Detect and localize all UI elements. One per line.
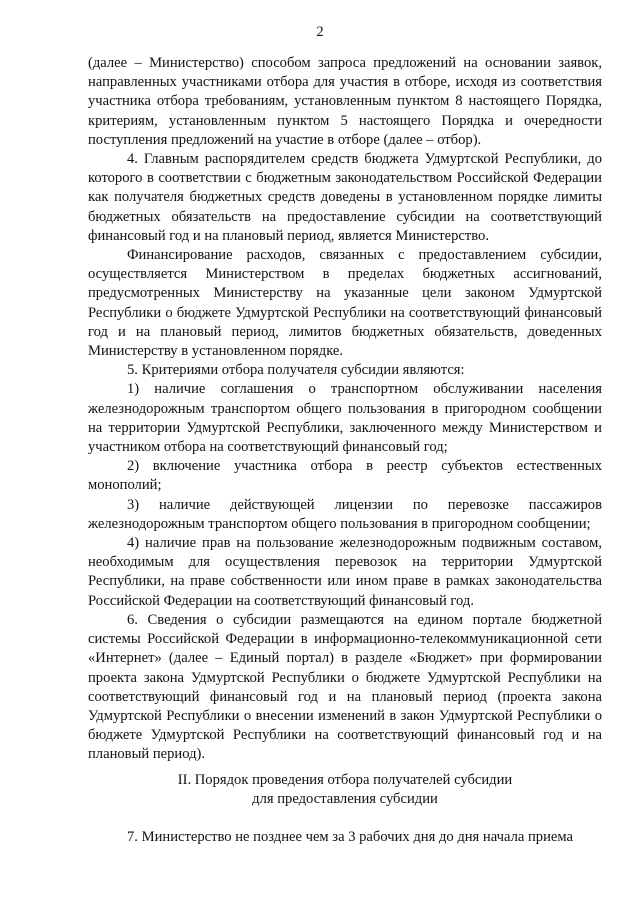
paragraph-criterion-3: 3) наличие действующей лицензии по перевозке пассажиров железнодорожным транспортом общего пользования в пригородном сообщении; <box>88 496 602 532</box>
paragraph-financing: Финансирование расходов, связанных с предоставлением субсидии, осуществляется Министерством в пределах бюджетных ассигнований, предусмотренных Министерству на указанные цели законом Удмуртской Республики о бюджете Удмуртской Республики на соответствующий финансовый год и на плановый период, лимитов бюджетных обязательств, доведенных Министерству в установленном порядке. <box>88 247 602 360</box>
paragraph-item-6: 6. Сведения о субсидии размещаются на едином портале бюджетной системы Российской Федерации в информационно-телекоммуникационной сети «Интернет» (далее – Единый портал) в разделе «Бюджет» при формировании проекта закона Удмуртской Республики о бюджете Удмуртской Республики на соответствующий финансовый год и на плановый период (проекта закона Удмуртской Республики о внесении изменений в закон Удмуртской Республики о бюджете Удмуртской Республики на соответствующий финансовый год и на плановый период). <box>88 611 602 763</box>
body-text <box>88 54 602 765</box>
paragraph-criterion-4: 4) наличие прав на пользование железнодорожным подвижным составом, необходимым для осуществления перевозок на территории Удмуртской Республики, на праве собственности или ином праве в рамках законодательства Российской Федерации на соответствующий финансовый год. <box>88 535 602 609</box>
section-heading-line-2: для предоставления субсидии <box>252 791 438 808</box>
paragraph-intro: (далее – Министерство) способом запроса предложений на основании заявок, направленных участниками отбора для участия в отборе, исходя из соответствия участника отбора требованиям, установленным пунктом 8 настоящего Порядка, критериям, установленным пунктом 5 настоящего Порядка и очередности поступления предложений на участие в отборе (далее – отбор). <box>88 55 602 148</box>
section-heading-line-1: II. Порядок проведения отбора получателей субсидии <box>177 772 513 788</box>
section-body <box>88 828 602 847</box>
page-number: 2 <box>316 24 324 40</box>
paragraph-item-7: 7. Министерство не позднее чем за 3 рабочих дня до дня начала приема <box>127 829 573 845</box>
paragraph-criterion-1: 1) наличие соглашения о транспортном обслуживании населения железнодорожным транспортом общего пользования в пригородном сообщении на территории Удмуртской Республики, заключенного между Министерством и участником отбора на соответствующий финансовый год; <box>88 381 602 456</box>
paragraph-item-5: 5. Критериями отбора получателя субсидии являются: <box>127 362 465 379</box>
paragraph-criterion-2: 2) включение участника отбора в реестр субъектов естественных монополий; <box>88 458 602 494</box>
section-heading <box>88 771 602 809</box>
paragraph-item-4: 4. Главным распорядителем средств бюджета Удмуртской Республики, до которого в соответствии с бюджетным законодательством Российской Федерации как получателя бюджетных средств доведены в установленном порядке лимиты бюджетных обязательств на предоставление субсидии на соответствующий финансовый год и на плановый период, является Министерство. <box>88 151 602 244</box>
